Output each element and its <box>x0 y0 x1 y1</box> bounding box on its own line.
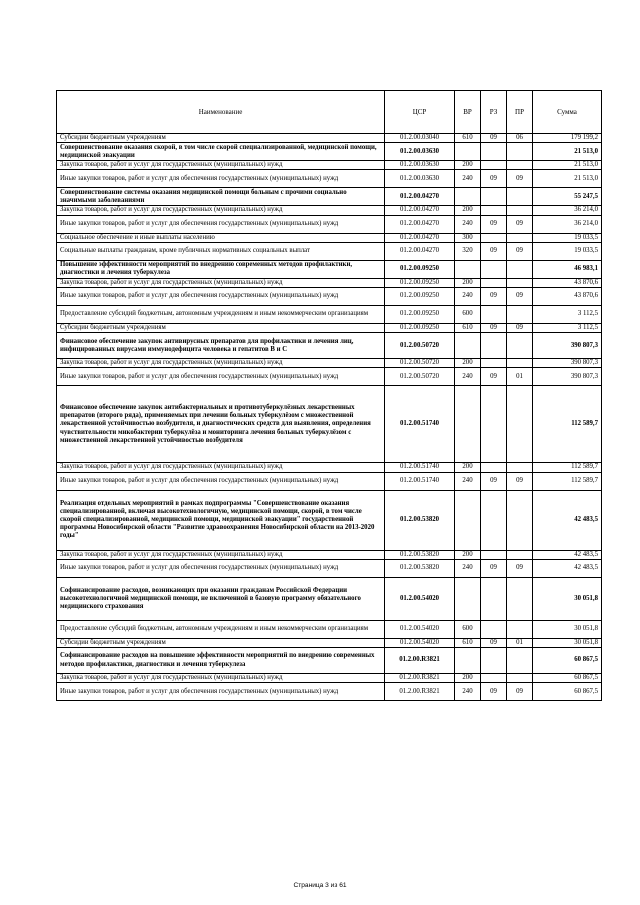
cell-pr: 06 <box>507 134 533 143</box>
cell-rz <box>481 620 507 638</box>
cell-pr <box>507 463 533 472</box>
cell-vr: 200 <box>455 463 481 472</box>
table-row <box>57 683 602 701</box>
cell-csr: 01.2.00.R3821 <box>385 674 455 683</box>
cell-vr <box>455 386 481 463</box>
cell-name: Иные закупки товаров, работ и услуг для обеспечения государственных (муниципальных) нужд <box>57 215 385 233</box>
cell-csr: 01.2.00.03630 <box>385 170 455 188</box>
cell-vr: 610 <box>455 638 481 647</box>
header-csr: ЦСР <box>385 91 455 134</box>
cell-pr <box>507 386 533 463</box>
cell-sum: 42 483,5 <box>533 559 602 577</box>
cell-name: Финансовое обеспечение закупок антивирусных препаратов для профилактики и лечения лиц, инфицированных вирусами иммунодефицита человека и гепатитов В и С <box>57 333 385 359</box>
table-row <box>57 206 602 215</box>
cell-name: Иные закупки товаров, работ и услуг для обеспечения государственных (муниципальных) нужд <box>57 170 385 188</box>
cell-name: Закупка товаров, работ и услуг для государственных (муниципальных) нужд <box>57 359 385 368</box>
cell-vr: 600 <box>455 306 481 324</box>
cell-rz: 09 <box>481 324 507 333</box>
cell-vr: 240 <box>455 559 481 577</box>
cell-name: Закупка товаров, работ и услуг для государственных (муниципальных) нужд <box>57 463 385 472</box>
cell-rz: 09 <box>481 559 507 577</box>
cell-csr: 01.2.00.50720 <box>385 333 455 359</box>
cell-sum: 43 870,6 <box>533 288 602 306</box>
cell-sum: 46 983,1 <box>533 260 602 278</box>
cell-name: Социальное обеспечение и иные выплаты населению <box>57 233 385 242</box>
cell-vr: 610 <box>455 134 481 143</box>
budget-page <box>56 90 601 701</box>
header-pr: ПР <box>507 91 533 134</box>
cell-sum: 112 589,7 <box>533 463 602 472</box>
cell-csr: 01.2.00.04270 <box>385 215 455 233</box>
cell-pr <box>507 359 533 368</box>
cell-vr: 200 <box>455 161 481 170</box>
cell-pr <box>507 333 533 359</box>
cell-sum: 179 199,2 <box>533 134 602 143</box>
cell-vr: 240 <box>455 368 481 386</box>
cell-csr: 01.2.00.04270 <box>385 233 455 242</box>
cell-sum: 42 483,5 <box>533 490 602 550</box>
table-row <box>57 359 602 368</box>
cell-rz <box>481 143 507 161</box>
cell-rz: 09 <box>481 368 507 386</box>
cell-pr <box>507 161 533 170</box>
cell-name: Софинансирование расходов, возникающих при оказании гражданам Российской Федерации высокотехнологичной медицинской помощи, не включенной в базовую программу обязательного медицинского страхования <box>57 577 385 620</box>
cell-name: Субсидии бюджетным учреждениям <box>57 134 385 143</box>
cell-pr <box>507 620 533 638</box>
cell-name: Иные закупки товаров, работ и услуг для обеспечения государственных (муниципальных) нужд <box>57 368 385 386</box>
cell-pr: 09 <box>507 170 533 188</box>
table-row <box>57 288 602 306</box>
cell-pr: 09 <box>507 683 533 701</box>
cell-sum: 390 807,3 <box>533 359 602 368</box>
table-row <box>57 577 602 620</box>
cell-rz <box>481 306 507 324</box>
cell-vr: 240 <box>455 170 481 188</box>
cell-pr <box>507 306 533 324</box>
cell-vr <box>455 648 481 674</box>
cell-name: Иные закупки товаров, работ и услуг для обеспечения государственных (муниципальных) нужд <box>57 288 385 306</box>
header-rz: РЗ <box>481 91 507 134</box>
cell-rz: 09 <box>481 288 507 306</box>
cell-csr: 01.2.00.09250 <box>385 278 455 287</box>
cell-rz <box>481 674 507 683</box>
cell-name: Иные закупки товаров, работ и услуг для обеспечения государственных (муниципальных) нужд <box>57 472 385 490</box>
table-row <box>57 233 602 242</box>
cell-pr <box>507 648 533 674</box>
cell-rz <box>481 188 507 206</box>
table-row <box>57 242 602 260</box>
cell-pr: 09 <box>507 472 533 490</box>
table-row <box>57 134 602 143</box>
cell-name: Закупка товаров, работ и услуг для государственных (муниципальных) нужд <box>57 161 385 170</box>
header-sum: Сумма <box>533 91 602 134</box>
cell-vr <box>455 188 481 206</box>
cell-sum: 390 807,3 <box>533 333 602 359</box>
cell-pr <box>507 260 533 278</box>
table-row <box>57 559 602 577</box>
cell-sum: 21 513,0 <box>533 161 602 170</box>
cell-csr: 01.2.00.53820 <box>385 490 455 550</box>
table-header-row <box>57 91 602 134</box>
table-row <box>57 324 602 333</box>
cell-vr: 200 <box>455 278 481 287</box>
table-row <box>57 333 602 359</box>
cell-name: Субсидии бюджетным учреждениям <box>57 324 385 333</box>
cell-rz: 09 <box>481 215 507 233</box>
cell-rz <box>481 463 507 472</box>
cell-rz <box>481 333 507 359</box>
cell-vr: 200 <box>455 359 481 368</box>
cell-rz <box>481 490 507 550</box>
cell-sum: 112 589,7 <box>533 472 602 490</box>
cell-sum: 42 483,5 <box>533 550 602 559</box>
cell-sum: 30 051,8 <box>533 620 602 638</box>
table-row <box>57 278 602 287</box>
cell-sum: 390 807,3 <box>533 368 602 386</box>
cell-csr: 01.2.00.51740 <box>385 463 455 472</box>
cell-rz: 09 <box>481 242 507 260</box>
cell-csr: 01.2.00.03630 <box>385 143 455 161</box>
cell-vr: 240 <box>455 472 481 490</box>
table-row <box>57 674 602 683</box>
cell-vr: 200 <box>455 674 481 683</box>
cell-sum: 60 867,5 <box>533 648 602 674</box>
cell-vr <box>455 143 481 161</box>
header-vr: ВР <box>455 91 481 134</box>
cell-vr <box>455 260 481 278</box>
cell-csr: 01.2.00.54020 <box>385 577 455 620</box>
table-row <box>57 306 602 324</box>
cell-vr <box>455 490 481 550</box>
cell-pr <box>507 674 533 683</box>
cell-vr: 240 <box>455 288 481 306</box>
cell-pr <box>507 233 533 242</box>
cell-pr <box>507 188 533 206</box>
table-row <box>57 143 602 161</box>
cell-vr <box>455 333 481 359</box>
cell-rz: 09 <box>481 134 507 143</box>
cell-csr: 01.2.00.09250 <box>385 288 455 306</box>
cell-sum: 36 214,0 <box>533 206 602 215</box>
cell-vr: 300 <box>455 233 481 242</box>
cell-vr: 200 <box>455 206 481 215</box>
cell-pr: 09 <box>507 324 533 333</box>
cell-name: Реализация отдельных мероприятий в рамках подпрограммы "Совершенствование оказания специализированной, включая высокотехнологичную, медицинской помощи, скорой, в том числе скорой специализированной, медицинской помощи, медицинской эвакуации" государственной программы Новосибирской области "Развитие здравоохранения Новосибирской области на 2013-2020 годы" <box>57 490 385 550</box>
cell-pr: 01 <box>507 368 533 386</box>
cell-name: Предоставление субсидий бюджетным, автономным учреждениям и иным некоммерческим организациям <box>57 620 385 638</box>
cell-rz: 09 <box>481 683 507 701</box>
table-row <box>57 386 602 463</box>
cell-vr: 240 <box>455 215 481 233</box>
cell-csr: 01.2.00.53820 <box>385 550 455 559</box>
cell-csr: 01.2.00.04270 <box>385 206 455 215</box>
cell-name: Предоставление субсидий бюджетным, автономным учреждениям и иным некоммерческим организациям <box>57 306 385 324</box>
cell-name: Совершенствование системы оказания медицинской помощи больным с прочими социально значимыми заболеваниями <box>57 188 385 206</box>
cell-vr: 200 <box>455 550 481 559</box>
cell-csr: 01.2.00.R3821 <box>385 683 455 701</box>
cell-pr <box>507 143 533 161</box>
cell-sum: 60 867,5 <box>533 683 602 701</box>
cell-name: Закупка товаров, работ и услуг для государственных (муниципальных) нужд <box>57 278 385 287</box>
cell-rz <box>481 278 507 287</box>
cell-pr: 09 <box>507 215 533 233</box>
cell-rz <box>481 161 507 170</box>
header-name: Наименование <box>57 91 385 134</box>
cell-rz: 09 <box>481 170 507 188</box>
cell-pr: 09 <box>507 559 533 577</box>
cell-csr: 01.2.00.04270 <box>385 188 455 206</box>
cell-rz <box>481 550 507 559</box>
cell-sum: 3 112,5 <box>533 306 602 324</box>
cell-sum: 60 867,5 <box>533 674 602 683</box>
table-row <box>57 161 602 170</box>
cell-csr: 01.2.00.R3821 <box>385 648 455 674</box>
table-row <box>57 620 602 638</box>
table-row <box>57 188 602 206</box>
cell-rz <box>481 386 507 463</box>
cell-csr: 01.2.00.04270 <box>385 242 455 260</box>
cell-name: Субсидии бюджетным учреждениям <box>57 638 385 647</box>
cell-pr: 01 <box>507 638 533 647</box>
cell-pr <box>507 550 533 559</box>
table-row <box>57 648 602 674</box>
cell-name: Иные закупки товаров, работ и услуг для обеспечения государственных (муниципальных) нужд <box>57 559 385 577</box>
table-row <box>57 490 602 550</box>
table-row <box>57 463 602 472</box>
cell-sum: 19 033,5 <box>533 242 602 260</box>
table-row <box>57 472 602 490</box>
cell-name: Повышение эффективности мероприятий по внедрению современных методов профилактики, диагностики и лечения туберкулеза <box>57 260 385 278</box>
cell-csr: 01.2.00.50720 <box>385 368 455 386</box>
table-row <box>57 368 602 386</box>
cell-name: Социальные выплаты гражданам, кроме публичных нормативных социальных выплат <box>57 242 385 260</box>
cell-csr: 01.2.00.09250 <box>385 260 455 278</box>
cell-csr: 01.2.00.03630 <box>385 161 455 170</box>
cell-csr: 01.2.00.54020 <box>385 638 455 647</box>
cell-vr: 240 <box>455 683 481 701</box>
cell-sum: 21 513,0 <box>533 170 602 188</box>
cell-name: Совершенствование оказания скорой, в том числе скорой специализированной, медицинской помощи, медицинской эвакуации <box>57 143 385 161</box>
table-body <box>57 134 602 701</box>
table-row <box>57 550 602 559</box>
cell-vr: 320 <box>455 242 481 260</box>
cell-vr: 610 <box>455 324 481 333</box>
page-footer: Страница 3 из 61 <box>293 882 347 889</box>
cell-pr: 09 <box>507 288 533 306</box>
cell-csr: 01.2.00.51740 <box>385 472 455 490</box>
cell-name: Финансовое обеспечение закупок антибактериальных и противотуберкулёзных лекарственных препаратов (второго ряда), применяемых при лечении больных туберкулёзом с множественной лекарственной устойчивостью возбудителя, и диагностических средств для выявления, определения чувствительности микобактерии туберкулёза и мониторинга лечения больных туберкулёзом с множественной лекарственной устойчивостью возбудителя <box>57 386 385 463</box>
cell-rz <box>481 648 507 674</box>
cell-csr: 01.2.00.03040 <box>385 134 455 143</box>
budget-table <box>56 90 602 701</box>
cell-vr: 600 <box>455 620 481 638</box>
cell-csr: 01.2.00.54020 <box>385 620 455 638</box>
cell-pr <box>507 206 533 215</box>
cell-rz: 09 <box>481 472 507 490</box>
cell-rz <box>481 206 507 215</box>
cell-name: Закупка товаров, работ и услуг для государственных (муниципальных) нужд <box>57 550 385 559</box>
cell-rz <box>481 260 507 278</box>
cell-name: Иные закупки товаров, работ и услуг для обеспечения государственных (муниципальных) нужд <box>57 683 385 701</box>
cell-csr: 01.2.00.51740 <box>385 386 455 463</box>
cell-pr <box>507 490 533 550</box>
cell-sum: 30 051,8 <box>533 638 602 647</box>
cell-csr: 01.2.00.50720 <box>385 359 455 368</box>
cell-sum: 43 870,6 <box>533 278 602 287</box>
cell-sum: 19 033,5 <box>533 233 602 242</box>
cell-sum: 30 051,8 <box>533 577 602 620</box>
cell-pr <box>507 278 533 287</box>
cell-name: Софинансирование расходов на повышение эффективности мероприятий по внедрению современных методов профилактики, диагностики и лечения туберкулеза <box>57 648 385 674</box>
cell-csr: 01.2.00.53820 <box>385 559 455 577</box>
cell-rz: 09 <box>481 638 507 647</box>
cell-sum: 36 214,0 <box>533 215 602 233</box>
table-row <box>57 170 602 188</box>
cell-csr: 01.2.00.09250 <box>385 306 455 324</box>
cell-sum: 3 112,5 <box>533 324 602 333</box>
cell-csr: 01.2.00.09250 <box>385 324 455 333</box>
cell-pr: 09 <box>507 242 533 260</box>
table-row <box>57 260 602 278</box>
cell-rz <box>481 359 507 368</box>
table-row <box>57 215 602 233</box>
table-row <box>57 638 602 647</box>
cell-rz <box>481 233 507 242</box>
cell-rz <box>481 577 507 620</box>
cell-vr <box>455 577 481 620</box>
cell-sum: 112 589,7 <box>533 386 602 463</box>
cell-name: Закупка товаров, работ и услуг для государственных (муниципальных) нужд <box>57 206 385 215</box>
cell-pr <box>507 577 533 620</box>
cell-sum: 21 513,0 <box>533 143 602 161</box>
cell-sum: 55 247,5 <box>533 188 602 206</box>
cell-name: Закупка товаров, работ и услуг для государственных (муниципальных) нужд <box>57 674 385 683</box>
